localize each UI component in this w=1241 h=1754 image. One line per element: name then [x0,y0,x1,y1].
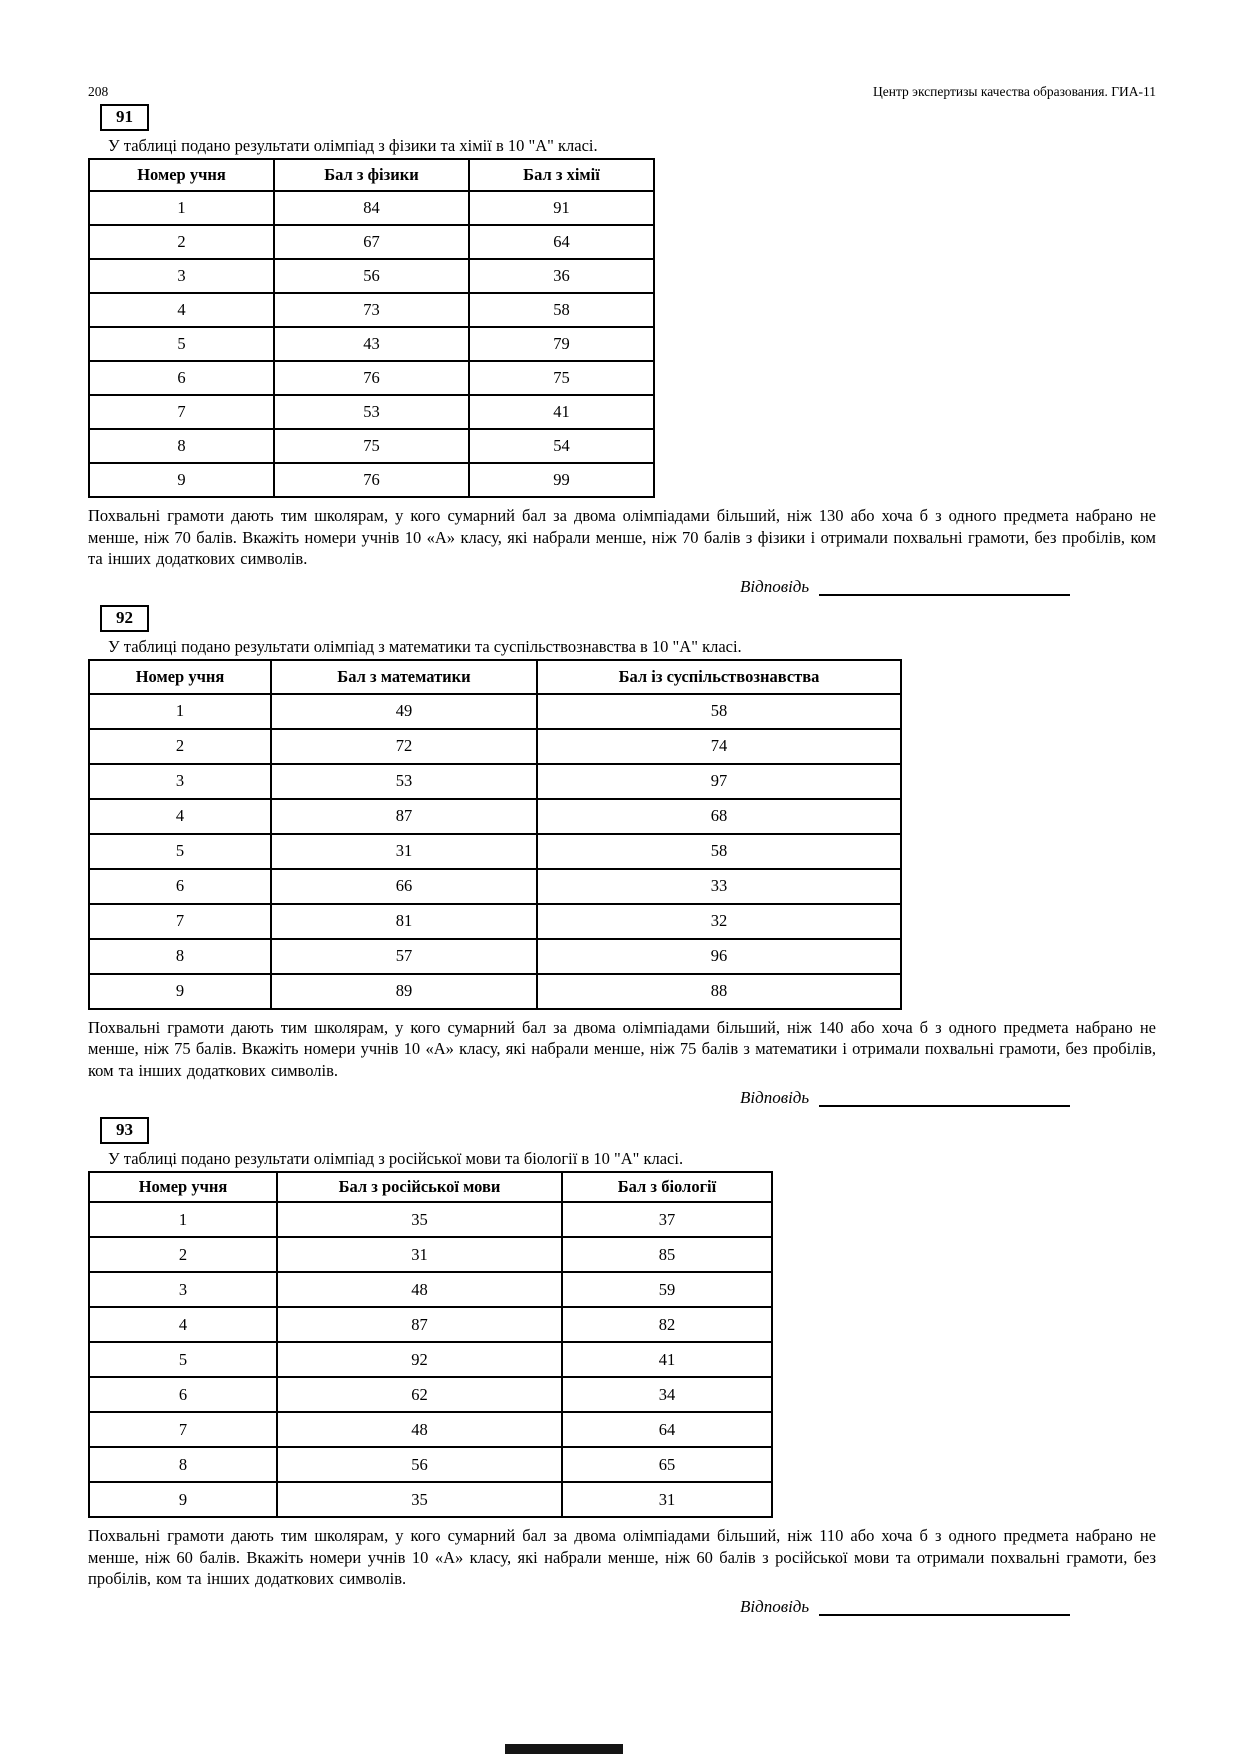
table-row [89,191,654,225]
table-row [89,764,901,799]
table-cell: 4 [89,1307,277,1342]
table-cell: 54 [469,429,654,463]
table-cell: 5 [89,1342,277,1377]
col-header-subject1: Бал з фізики [274,159,469,191]
table-cell: 92 [277,1342,562,1377]
table-cell: 84 [274,191,469,225]
table-cell: 99 [469,463,654,497]
table-cell: 34 [562,1377,772,1412]
table-cell: 37 [562,1202,772,1237]
table-cell: 64 [562,1412,772,1447]
table-row [89,259,654,293]
table-cell: 56 [277,1447,562,1482]
col-header-subject2: Бал з біології [562,1172,772,1202]
table-cell: 66 [271,869,537,904]
table-row [89,939,901,974]
table-row [89,361,654,395]
header-right-text: Центр экспертизы качества образования. ГИА-11 [873,84,1156,99]
table-cell: 58 [469,293,654,327]
table-row [89,729,901,764]
table-row [89,834,901,869]
problem-number: 91 [116,107,133,126]
table-cell: 53 [271,764,537,799]
table-cell: 58 [537,694,901,729]
problem-number-box-91 [100,104,149,131]
table-cell: 2 [89,729,271,764]
table-cell: 36 [469,259,654,293]
table-row [89,429,654,463]
table-cell: 74 [537,729,901,764]
table-cell: 96 [537,939,901,974]
col-header-subject2: Бал із суспільствознавства [537,660,901,694]
answer-label: Відповідь [740,576,810,596]
answer-label: Відповідь [740,1088,810,1107]
table-cell: 68 [537,799,901,834]
table-cell: 9 [89,974,271,1009]
table-cell: 62 [277,1377,562,1412]
table-row [89,1412,772,1447]
problem-section-92 [88,596,1156,1108]
table-cell: 81 [271,904,537,939]
scores-table-93 [88,1171,773,1518]
table-cell: 33 [537,869,901,904]
table-cell: 7 [89,904,271,939]
table-cell: 2 [89,225,274,259]
table-cell: 35 [277,1482,562,1517]
table-row [89,463,654,497]
table-cell: 65 [562,1447,772,1482]
task-text-92: Похвальні грамоти дають тим школярам, у кого сумарний бал за двома олімпіадами більший, ніж 140 або хоча б з одного предмета набрано не менше, ніж 75 балів. Вкажіть номери учнів 10 «А» класу, які набрали менше, ніж 75 балів з математики і отримали похвальні грамоти, без пробілів, ком та інших додаткових символів. [88,1017,1156,1080]
table-cell: 53 [274,395,469,429]
table-cell: 1 [89,191,274,225]
table-cell: 35 [277,1202,562,1237]
table-header-row [89,1172,772,1202]
table-row [89,395,654,429]
table-cell: 72 [271,729,537,764]
table-cell: 2 [89,1237,277,1272]
table-cell: 1 [89,694,271,729]
page-number: 208 [88,84,109,99]
table-cell: 58 [537,834,901,869]
problem-intro-91: У таблиці подано результати олімпіад з фізики та хімії в 10 "А" класі. [108,136,598,155]
table-cell: 9 [89,1482,277,1517]
table-header-row [89,159,654,191]
problem-section-91 [88,100,1156,596]
col-header-subject1: Бал з російської мови [277,1172,562,1202]
problem-intro-93: У таблиці подано результати олімпіад з російської мови та біології в 10 "А" класі. [108,1149,684,1168]
table-cell: 4 [89,799,271,834]
table-cell: 76 [274,463,469,497]
problem-number: 93 [116,1120,133,1139]
table-header-row [89,660,901,694]
table-cell: 31 [271,834,537,869]
scores-table-92 [88,659,902,1010]
task-text-93: Похвальні грамоти дають тим школярам, у кого сумарний бал за двома олімпіадами більший, ніж 110 або хоча б з одного предмета набрано не менше, ніж 60 балів. Вкажіть номери учнів 10 «А» класу, які набрали менше, ніж 60 балів з російської мови та отримали похвальні грамоти, без пробілів, ком та інших додаткових символів. [88,1526,1156,1588]
table-cell: 87 [271,799,537,834]
problem-number-box-92 [100,605,149,632]
table-cell: 7 [89,1412,277,1447]
table-cell: 48 [277,1272,562,1307]
table-cell: 79 [469,327,654,361]
table-cell: 8 [89,1447,277,1482]
table-cell: 6 [89,361,274,395]
col-header-student: Номер учня [89,159,274,191]
table-cell: 75 [274,429,469,463]
table-row [89,1342,772,1377]
table-cell: 57 [271,939,537,974]
table-cell: 75 [469,361,654,395]
table-cell: 9 [89,463,274,497]
col-header-subject1: Бал з математики [271,660,537,694]
table-row [89,225,654,259]
table-row [89,1237,772,1272]
table-cell: 6 [89,1377,277,1412]
table-cell: 4 [89,293,274,327]
table-cell: 31 [277,1237,562,1272]
problem-section-93 [88,1107,1156,1616]
table-row [89,869,901,904]
table-cell: 5 [89,834,271,869]
answer-blank-line [819,577,1070,596]
table-row [89,1482,772,1517]
table-cell: 82 [562,1307,772,1342]
table-cell: 3 [89,1272,277,1307]
table-row [89,1272,772,1307]
table-row [89,974,901,1009]
table-row [89,1202,772,1237]
table-cell: 7 [89,395,274,429]
table-cell: 88 [537,974,901,1009]
table-cell: 8 [89,429,274,463]
table-row [89,293,654,327]
table-cell: 5 [89,327,274,361]
table-cell: 97 [537,764,901,799]
table-row [89,327,654,361]
table-row [89,904,901,939]
table-cell: 6 [89,869,271,904]
table-cell: 76 [274,361,469,395]
problem-number-box-93 [100,1117,149,1144]
table-row [89,694,901,729]
table-cell: 41 [469,395,654,429]
table-cell: 67 [274,225,469,259]
table-cell: 85 [562,1237,772,1272]
table-cell: 59 [562,1272,772,1307]
answer-row-93 [740,1597,1070,1616]
table-cell: 73 [274,293,469,327]
task-text-91: Похвальні грамоти дають тим школярам, у кого сумарний бал за двома олімпіадами більший, ніж 130 або хоча б з одного предмета набрано не менше, ніж 70 балів. Вкажіть номери учнів 10 «А» класу, які набрали менше, ніж 70 балів з фізики і отримали похвальні грамоти, без пробілів, ком та інших додаткових символів. [88,506,1156,568]
table-row [89,1377,772,1412]
answer-row-91 [740,577,1070,596]
col-header-student: Номер учня [89,1172,277,1202]
table-cell: 8 [89,939,271,974]
table-cell: 1 [89,1202,277,1237]
col-header-student: Номер учня [89,660,271,694]
table-cell: 43 [274,327,469,361]
answer-blank-line [819,1597,1070,1616]
problem-number: 92 [116,607,133,627]
table-cell: 56 [274,259,469,293]
table-cell: 91 [469,191,654,225]
table-cell: 89 [271,974,537,1009]
table-cell: 3 [89,259,274,293]
scores-table-91 [88,158,655,498]
page-header [88,84,1156,100]
answer-blank-line [819,1088,1070,1107]
problem-intro-92: У таблиці подано результати олімпіад з математики та суспільствознавства в 10 "А" класі. [108,636,742,656]
table-row [89,799,901,834]
table-cell: 31 [562,1482,772,1517]
page-bottom-fragment [505,1744,623,1754]
table-cell: 32 [537,904,901,939]
table-cell: 48 [277,1412,562,1447]
table-cell: 41 [562,1342,772,1377]
table-cell: 64 [469,225,654,259]
table-row [89,1307,772,1342]
table-row [89,1447,772,1482]
table-cell: 49 [271,694,537,729]
answer-row-92 [740,1088,1070,1107]
table-cell: 3 [89,764,271,799]
col-header-subject2: Бал з хімії [469,159,654,191]
answer-label: Відповідь [740,1596,810,1616]
table-cell: 87 [277,1307,562,1342]
